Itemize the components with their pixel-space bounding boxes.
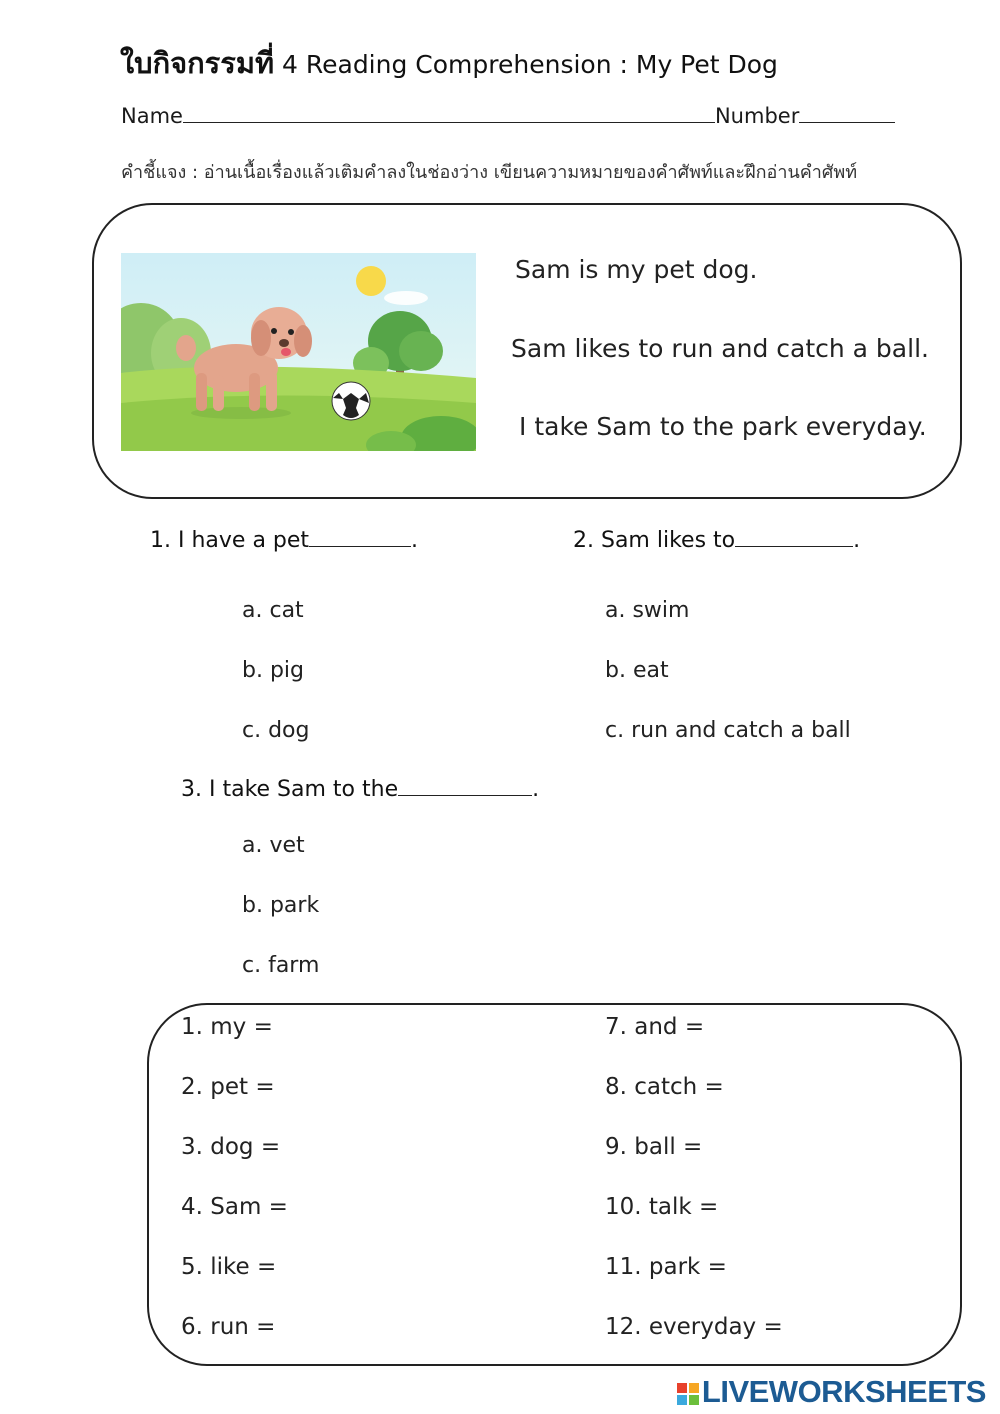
vocab-item-10[interactable]: 10. talk = bbox=[605, 1194, 719, 1220]
question-2-option-c[interactable]: c. run and catch a ball bbox=[605, 718, 851, 743]
question-3 bbox=[181, 777, 539, 802]
title-thai: ใบกิจกรรมที่ bbox=[120, 46, 275, 80]
vocab-item-5[interactable]: 5. like = bbox=[181, 1254, 277, 1280]
question-3-end: . bbox=[532, 777, 540, 802]
question-2-end: . bbox=[853, 528, 861, 553]
worksheet-title bbox=[120, 40, 778, 86]
logo-squares-icon bbox=[677, 1383, 699, 1405]
vocab-item-2[interactable]: 2. pet = bbox=[181, 1074, 275, 1100]
dog-illustration bbox=[121, 253, 476, 451]
question-3-prompt: 3. I take Sam to the bbox=[181, 777, 399, 802]
number-label: Number bbox=[714, 104, 800, 128]
vocab-item-1[interactable]: 1. my = bbox=[181, 1014, 273, 1040]
question-2-option-b[interactable]: b. eat bbox=[605, 658, 669, 683]
question-3-option-a[interactable]: a. vet bbox=[242, 833, 305, 858]
question-3-option-b[interactable]: b. park bbox=[242, 893, 320, 918]
vocab-item-12[interactable]: 12. everyday = bbox=[605, 1314, 783, 1340]
number-field[interactable] bbox=[799, 121, 895, 123]
name-label: Name bbox=[121, 104, 183, 128]
story-line-3: I take Sam to the park everyday. bbox=[519, 412, 927, 441]
story-line-2: Sam likes to run and catch a ball. bbox=[511, 334, 929, 363]
question-2 bbox=[573, 528, 860, 553]
brand-name: LIVEWORKSHEETS bbox=[701, 1374, 986, 1409]
vocab-item-9[interactable]: 9. ball = bbox=[605, 1134, 703, 1160]
vocab-item-4[interactable]: 4. Sam = bbox=[181, 1194, 288, 1220]
vocab-item-3[interactable]: 3. dog = bbox=[181, 1134, 281, 1160]
vocabulary-box bbox=[147, 1003, 962, 1366]
question-3-option-c[interactable]: c. farm bbox=[242, 953, 320, 978]
question-1-option-c[interactable]: c. dog bbox=[242, 718, 310, 743]
question-2-blank[interactable] bbox=[735, 545, 853, 547]
liveworksheets-logo[interactable] bbox=[677, 1374, 986, 1410]
question-1-option-a[interactable]: a. cat bbox=[242, 598, 304, 623]
instructions: คำชี้แจง : อ่านเนื้อเรื่องแล้วเติมคำลงในช่องว่าง เขียนความหมายของคำศัพท์และฝึกอ่านคำศัพท์ bbox=[121, 162, 858, 183]
name-number-row bbox=[121, 104, 895, 128]
story-line-1: Sam is my pet dog. bbox=[515, 255, 758, 284]
question-2-option-a[interactable]: a. swim bbox=[605, 598, 690, 623]
name-field[interactable] bbox=[183, 121, 715, 123]
question-2-prompt: 2. Sam likes to bbox=[573, 528, 736, 553]
vocab-item-11[interactable]: 11. park = bbox=[605, 1254, 727, 1280]
vocab-item-7[interactable]: 7. and = bbox=[605, 1014, 705, 1040]
vocab-item-6[interactable]: 6. run = bbox=[181, 1314, 276, 1340]
question-1 bbox=[150, 528, 418, 553]
question-3-blank[interactable] bbox=[398, 794, 532, 796]
title-english: 4 Reading Comprehension : My Pet Dog bbox=[282, 50, 778, 79]
question-1-prompt: 1. I have a pet bbox=[150, 528, 310, 553]
question-1-blank[interactable] bbox=[309, 545, 411, 547]
question-1-option-b[interactable]: b. pig bbox=[242, 658, 304, 683]
question-1-end: . bbox=[411, 528, 419, 553]
vocab-item-8[interactable]: 8. catch = bbox=[605, 1074, 724, 1100]
